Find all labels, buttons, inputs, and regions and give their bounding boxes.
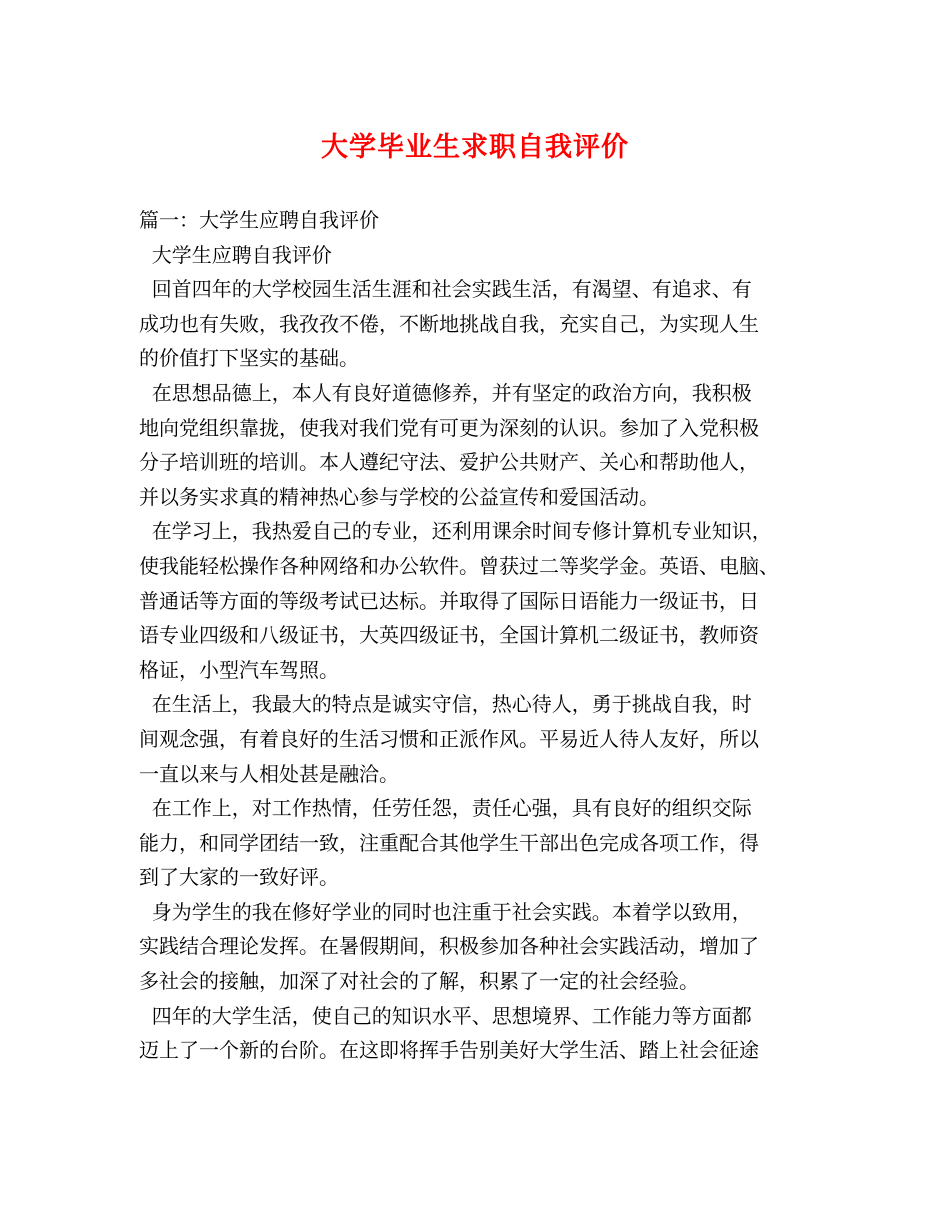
text-line: 迈上了一个新的台阶。在这即将挥手告别美好大学生活、踏上社会征途: [139, 1038, 759, 1063]
text-line: 在生活上，我最大的特点是诚实守信，热心待人，勇于挑战自我，时: [139, 692, 752, 717]
text-line: 多社会的接触，加深了对社会的了解，积累了一定的社会经验。: [139, 969, 699, 994]
document-body: [139, 203, 819, 1068]
text-line: 格证，小型汽车驾照。: [139, 657, 339, 682]
text-line: 回首四年的大学校园生活生涯和社会实践生活，有渴望、有追求、有: [139, 277, 752, 302]
text-line: 在学习上，我热爱自己的专业，还利用课余时间专修计算机专业知识，: [139, 519, 772, 544]
text-line: 四年的大学生活，使自己的知识水平、思想境界、工作能力等方面都: [139, 1003, 752, 1028]
text-line: 的价值打下坚实的基础。: [139, 346, 359, 371]
text-line: 大学生应聘自我评价: [139, 242, 332, 267]
text-line: 分子培训班的培训。本人遵纪守法、爱护公共财产、关心和帮助他人，: [139, 450, 759, 475]
text-line: 能力，和同学团结一致，注重配合其他学生干部出色完成各项工作，得: [139, 830, 759, 855]
text-line: 在工作上，对工作热情，任劳任怨，责任心强，具有良好的组织交际: [139, 796, 752, 821]
text-line: 身为学生的我在修好学业的同时也注重于社会实践。本着学以致用，: [139, 899, 752, 924]
text-line: 地向党组织靠拢，使我对我们党有可更为深刻的认识。参加了入党积极: [139, 415, 759, 440]
text-line: 语专业四级和八级证书，大英四级证书，全国计算机二级证书，教师资: [139, 623, 759, 648]
text-line: 篇一：大学生应聘自我评价: [139, 208, 379, 232]
text-line: 实践结合理论发挥。在暑假期间，积极参加各种社会实践活动，增加了: [139, 934, 759, 959]
text-line: 普通话等方面的等级考试已达标。并取得了国际日语能力一级证书，日: [139, 588, 759, 613]
text-line: 成功也有失败，我孜孜不倦，不断地挑战自我，充实自己，为实现人生: [139, 311, 759, 336]
text-line: 并以务实求真的精神热心参与学校的公益宣传和爱国活动。: [139, 484, 659, 509]
text-line: 到了大家的一致好评。: [139, 865, 339, 890]
text-line: 使我能轻松操作各种网络和办公软件。曾获过二等奖学金。英语、电脑、: [139, 553, 779, 578]
text-line: 在思想品德上，本人有良好道德修养，并有坚定的政治方向，我积极: [139, 380, 752, 405]
text-line: 一直以来与人相处甚是融洽。: [139, 761, 399, 786]
text-line: 间观念强，有着良好的生活习惯和正派作风。平易近人待人友好，所以: [139, 726, 759, 751]
document-title: 大学毕业生求职自我评价: [321, 132, 629, 163]
